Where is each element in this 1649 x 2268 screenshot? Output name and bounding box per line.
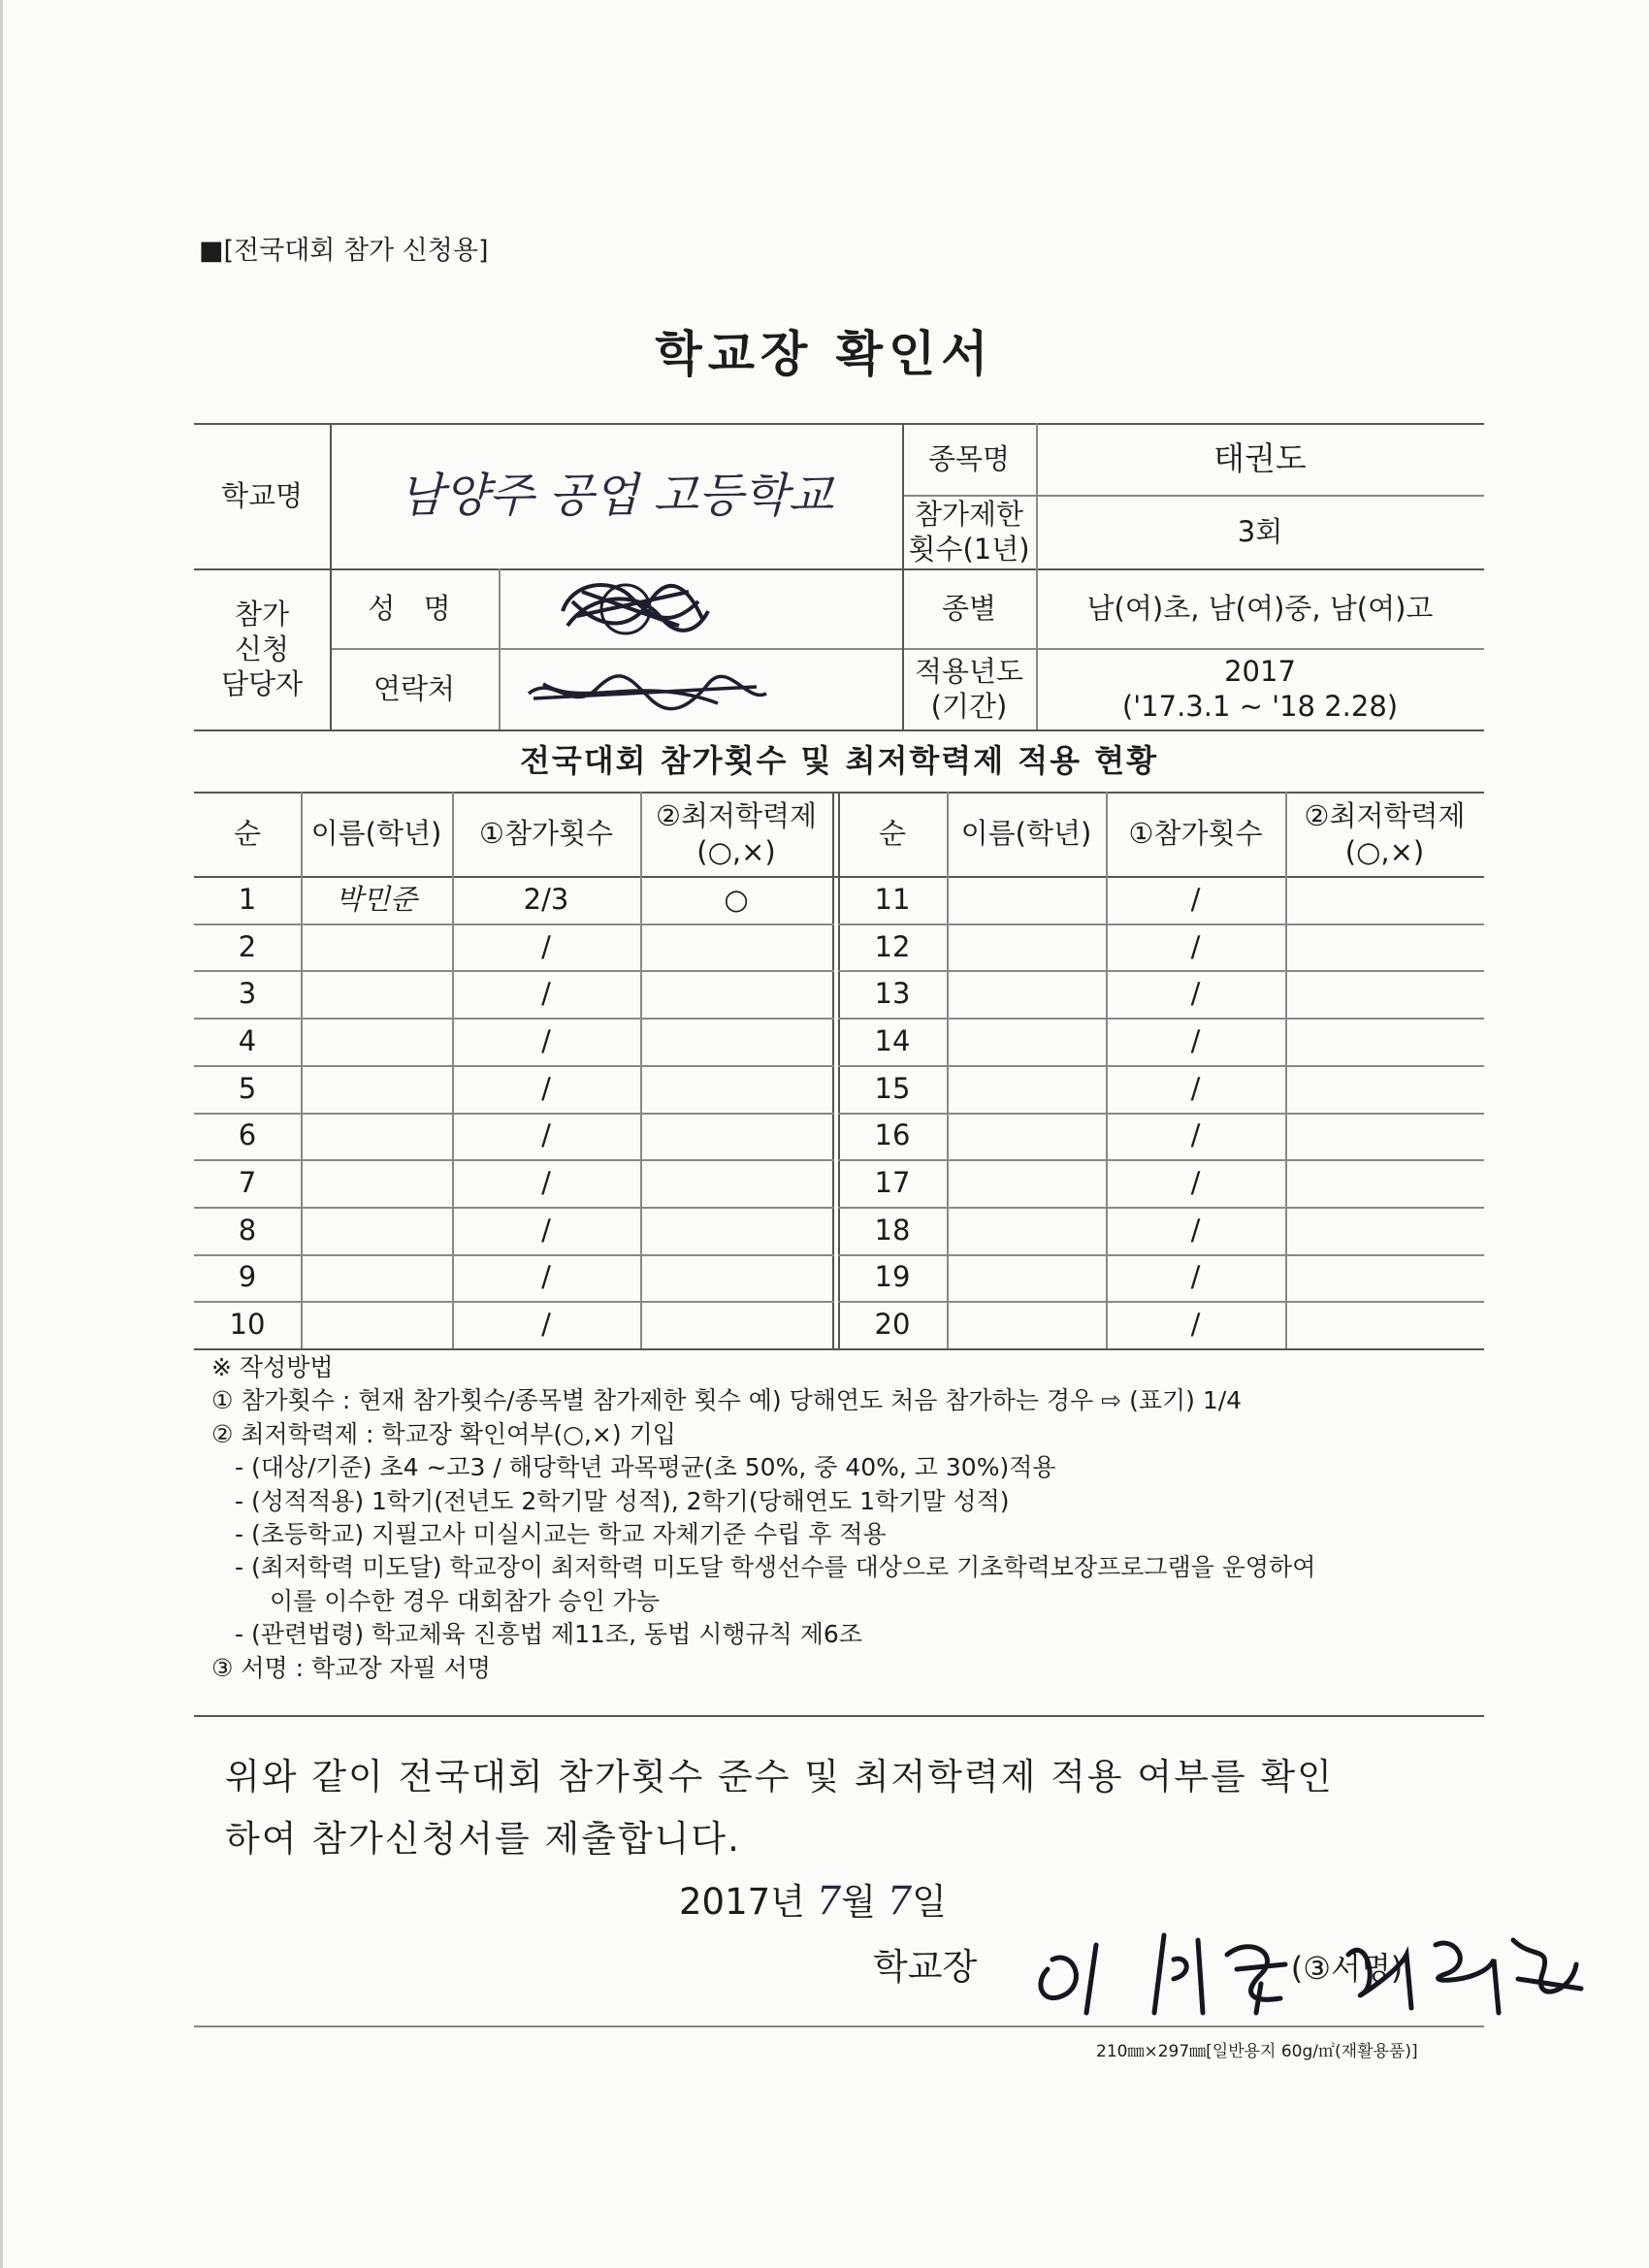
row-minimum-academic — [1285, 1254, 1484, 1301]
submission-date — [679, 1872, 947, 1925]
row-name — [301, 1207, 452, 1253]
note-minimum-academic: ② 최저학력제 : 학교장 확인여부(○,×) 기입 — [211, 1419, 676, 1448]
row-seq: 19 — [874, 1260, 911, 1294]
limit-value: 3회 — [1237, 514, 1283, 548]
row-seq: 16 — [874, 1118, 911, 1152]
note-below-minimum: - (최저학력 미도달) 학교장이 최저학력 미도달 학생선수를 대상으로 기초학력보장프로그램을 운영하여 — [235, 1553, 1316, 1582]
limit-label — [902, 495, 1036, 568]
contact-label: 연락처 — [372, 671, 456, 705]
person-label-line1: 참가 — [234, 597, 290, 631]
person-in-charge-label — [194, 568, 330, 729]
limit-label-line2: 횟수(1년) — [908, 533, 1030, 566]
row-minimum-academic — [640, 923, 832, 970]
row-minimum-academic — [1285, 970, 1484, 1017]
event-value: 태권도 — [1213, 439, 1307, 478]
notes-title: ※ 작성방법 — [211, 1353, 334, 1381]
row-participation-count: / — [541, 1213, 551, 1247]
header-min-line1: ②최저학력제 — [1304, 799, 1466, 833]
row-minimum-academic — [640, 1207, 832, 1253]
year-value-year: 2017 — [1224, 654, 1296, 688]
writing-instructions — [211, 1351, 1502, 1685]
row-minimum-academic — [1285, 1113, 1484, 1159]
row-minimum-academic — [640, 1018, 832, 1064]
row-minimum-academic — [640, 1254, 832, 1301]
row-seq: 14 — [874, 1023, 911, 1057]
row-name — [947, 1207, 1106, 1253]
row-name — [301, 1065, 452, 1112]
row-name — [947, 1159, 1106, 1206]
row-minimum-academic — [1285, 1065, 1484, 1112]
row-minimum-academic — [640, 1159, 832, 1206]
header-min-line1: ②최저학력제 — [655, 799, 818, 833]
row-seq: 15 — [874, 1071, 911, 1105]
form-type-label: ■[전국대회 참가 신청용] — [199, 236, 489, 266]
row-minimum-academic — [1285, 923, 1484, 970]
row-participation-count: / — [541, 929, 551, 963]
header-count: ①참가횟수 — [478, 817, 614, 851]
row-participation-count: / — [1190, 1023, 1201, 1057]
row-minimum-academic — [640, 970, 832, 1017]
year-label-line2: (기간) — [930, 690, 1008, 723]
row-name — [301, 1159, 452, 1206]
row-name — [947, 923, 1106, 970]
row-seq: 1 — [238, 882, 257, 916]
row-minimum-academic: ○ — [724, 882, 749, 916]
header-name: 이름(학년) — [310, 817, 442, 851]
declaration-line1: 위와 같이 전국대회 참가횟수 준수 및 최저학력제 적용 여부를 확인 — [225, 1756, 1334, 1798]
note-elementary: - (초등학교) 지필고사 미실시교는 학교 자체기준 수립 후 적용 — [235, 1520, 887, 1549]
row-seq: 10 — [229, 1308, 266, 1342]
school-name-value: 남양주 공업 고등학교 — [399, 469, 833, 523]
header-min-line2: (○,×) — [696, 834, 776, 868]
event-label: 종목명 — [927, 441, 1011, 475]
row-participation-count: / — [541, 1166, 551, 1200]
document-title: 학교장 확인서 — [655, 326, 994, 382]
row-name — [947, 1113, 1106, 1159]
year-value-period: ('17.3.1 ~ '18 2.28) — [1121, 690, 1399, 723]
row-participation-count: / — [1190, 1260, 1201, 1294]
limit-label-line1: 참가제한 — [914, 497, 1024, 531]
date-month: 7 — [816, 1879, 842, 1924]
note-below-minimum-cont: 이를 이수한 경우 대회참가 승인 가능 — [270, 1586, 660, 1615]
category-value: 남(여)초, 남(여)중, 남(여)고 — [1086, 591, 1434, 625]
year-label-line1: 적용년도 — [914, 654, 1024, 688]
row-seq: 13 — [874, 977, 911, 1011]
row-participation-count: / — [1190, 882, 1201, 916]
row-seq: 8 — [238, 1213, 257, 1247]
principal-handwritten-signature — [1028, 1916, 1591, 2023]
row-minimum-academic — [1285, 1207, 1484, 1253]
row-seq: 4 — [238, 1023, 257, 1057]
row-name — [947, 1065, 1106, 1112]
row-participation-count: / — [541, 1260, 551, 1294]
row-seq: 20 — [874, 1308, 911, 1342]
signature-note: (③서명) — [1290, 1950, 1404, 1987]
note-signature: ③ 서명 : 학교장 자필 서명 — [211, 1653, 491, 1682]
date-year: 2017년 — [679, 1881, 805, 1923]
status-table-title: 전국대회 참가횟수 및 최저학력제 적용 현황 — [519, 742, 1159, 779]
row-participation-count: / — [1190, 1166, 1201, 1200]
header-min-line2: (○,×) — [1344, 834, 1425, 868]
row-minimum-academic — [640, 1301, 832, 1347]
row-participation-count: / — [1190, 1118, 1201, 1152]
row-name — [301, 1018, 452, 1064]
header-minimum-academic — [1285, 792, 1484, 876]
note-target-criteria: - (대상/기준) 초4 ~고3 / 해당학년 과목평균(초 50%, 중 40%, 고 30%)적용 — [235, 1453, 1056, 1482]
year-label — [902, 648, 1036, 729]
row-seq: 3 — [238, 977, 257, 1011]
row-name — [301, 1254, 452, 1301]
row-participation-count: / — [1190, 929, 1201, 963]
date-day: 7 — [887, 1879, 913, 1924]
row-name — [947, 1254, 1106, 1301]
row-seq: 6 — [238, 1118, 257, 1152]
row-name — [301, 1301, 452, 1347]
row-name — [947, 876, 1106, 923]
row-participation-count: / — [541, 1308, 551, 1342]
row-seq: 2 — [238, 929, 257, 963]
redacted-contact-scribble — [524, 669, 776, 718]
row-name — [947, 1301, 1106, 1347]
row-participation-count: / — [541, 1071, 551, 1105]
person-label-line3: 담당자 — [220, 667, 304, 701]
header-seq: 순 — [233, 817, 261, 851]
row-minimum-academic — [640, 1113, 832, 1159]
row-minimum-academic — [1285, 876, 1484, 923]
row-seq: 17 — [874, 1166, 911, 1200]
header-seq: 순 — [878, 817, 906, 851]
row-participation-count: / — [541, 977, 551, 1011]
row-name: 박민준 — [335, 882, 418, 916]
row-minimum-academic — [640, 1065, 832, 1112]
row-participation-count: 2/3 — [523, 882, 569, 916]
header-count: ①참가횟수 — [1128, 817, 1263, 851]
date-day-unit: 일 — [912, 1881, 947, 1923]
row-name — [301, 923, 452, 970]
note-participation-count: ① 참가횟수 : 현재 참가횟수/종목별 참가제한 횟수 예) 당해연도 처음 참가하는 경우 ⇨ (표기) 1/4 — [211, 1386, 1243, 1415]
row-seq: 18 — [874, 1213, 911, 1247]
note-related-law: - (관련법령) 학교체육 진흥법 제11조, 동법 시행규칙 제6조 — [235, 1620, 862, 1649]
row-minimum-academic — [1285, 1018, 1484, 1064]
row-name — [947, 970, 1106, 1017]
row-participation-count: / — [541, 1118, 551, 1152]
row-participation-count: / — [1190, 977, 1201, 1011]
declaration-line2: 하여 참가신청서를 제출합니다. — [225, 1818, 741, 1860]
year-value — [1036, 648, 1484, 729]
row-participation-count: / — [1190, 1308, 1201, 1342]
row-participation-count: / — [1190, 1071, 1201, 1105]
row-seq: 9 — [238, 1260, 257, 1294]
note-grade-application: - (성적적용) 1학기(전년도 2학기말 성적), 2학기(당해연도 1학기말 성적) — [235, 1486, 1010, 1515]
declaration-text — [225, 1746, 1334, 1870]
row-seq: 7 — [238, 1166, 257, 1200]
principal-label: 학교장 — [873, 1946, 978, 1988]
row-seq: 12 — [874, 929, 911, 963]
row-name — [301, 1113, 452, 1159]
header-minimum-academic — [640, 792, 832, 876]
school-name-label: 학교명 — [220, 478, 304, 512]
row-seq: 11 — [874, 882, 911, 916]
row-name — [947, 1018, 1106, 1064]
paper-spec: 210㎜×297㎜[일반용지 60g/㎡(재활용품)] — [1096, 2042, 1418, 2061]
row-minimum-academic — [1285, 1301, 1484, 1347]
name-label: 성 명 — [368, 591, 461, 625]
row-minimum-academic — [1285, 1159, 1484, 1206]
category-label: 종별 — [941, 591, 997, 625]
row-participation-count: / — [1190, 1213, 1201, 1247]
row-seq: 5 — [238, 1071, 257, 1105]
date-month-unit: 월 — [841, 1881, 876, 1923]
row-name — [301, 970, 452, 1017]
redacted-name-scribble — [553, 572, 718, 646]
header-name: 이름(학년) — [960, 817, 1092, 851]
row-participation-count: / — [541, 1023, 551, 1057]
person-label-line2: 신청 — [234, 632, 290, 665]
